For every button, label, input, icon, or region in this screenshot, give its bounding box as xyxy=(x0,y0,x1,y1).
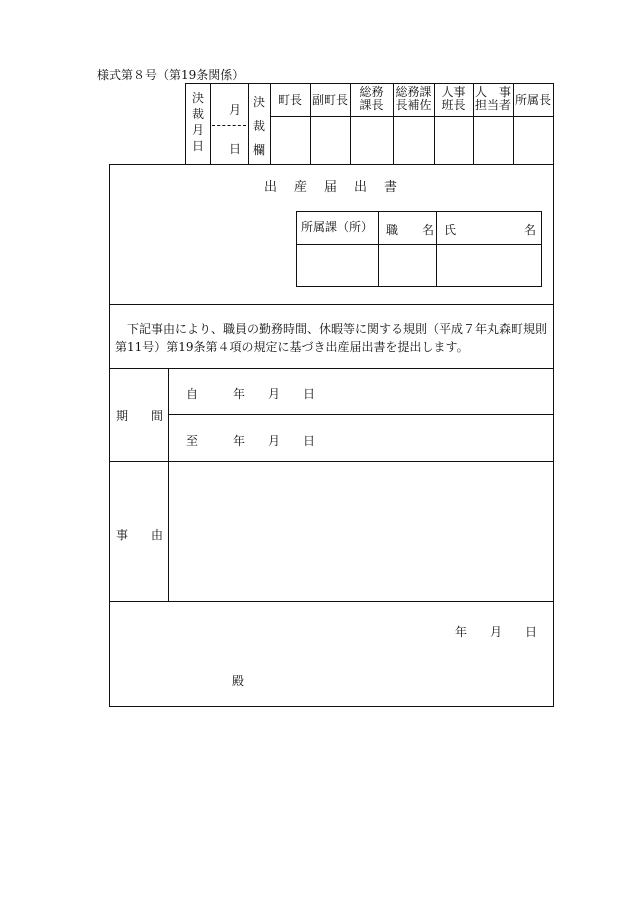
header-general-affairs-chief: 総務 課長 xyxy=(359,85,384,112)
document-title: 出 産 届 出 書 xyxy=(263,180,399,195)
header-mayor: 町長 xyxy=(277,93,302,107)
stamp-cell-hr-section-chief[interactable] xyxy=(435,117,472,163)
footer-day: 日 xyxy=(525,625,538,639)
stamp-cell-general-affairs-chief[interactable] xyxy=(351,117,392,163)
stamp-cell-hr-staff[interactable] xyxy=(474,117,512,163)
header-hr-staff: 人 事 担当者 xyxy=(474,85,511,112)
department-field[interactable] xyxy=(297,245,377,286)
name-header-first: 氏 xyxy=(444,223,457,237)
approval-stamp-label: 決 裁 欄 xyxy=(252,95,265,157)
name-field[interactable] xyxy=(437,245,541,286)
footer-year: 年 xyxy=(455,625,468,639)
approval-month-label: 月 xyxy=(228,103,241,117)
statement-text: 下記事由により、職員の勤務時間、休暇等に関する規則（平成７年丸森町規則第11号）第19条第４項の規定に基づき出産届出書を提出します。 xyxy=(115,322,548,354)
reason-label-b: 由 xyxy=(151,528,164,542)
header-department-head: 所属長 xyxy=(514,93,551,107)
period-label-a: 期 xyxy=(116,409,129,423)
position-field[interactable] xyxy=(379,245,435,286)
reason-label-a: 事 xyxy=(116,528,129,542)
approval-date-label: 決 裁 月 日 xyxy=(191,91,204,153)
stamp-cell-deputy-mayor[interactable] xyxy=(311,117,349,163)
position-header: 職 名 xyxy=(386,223,435,237)
header-hr-section-chief: 人事 班長 xyxy=(441,85,466,112)
stamp-cell-general-affairs-assistant[interactable] xyxy=(394,117,433,163)
stamp-cell-mayor[interactable] xyxy=(271,117,309,163)
header-general-affairs-assistant: 総務課 長補佐 xyxy=(395,85,432,112)
department-header: 所属課（所） xyxy=(300,220,373,234)
footer-month: 月 xyxy=(490,625,503,639)
period-label-b: 間 xyxy=(151,409,164,423)
name-header-last: 名 xyxy=(524,223,537,237)
addressee-suffix: 殿 xyxy=(232,674,245,688)
reason-field[interactable] xyxy=(169,462,553,600)
approval-day-label: 日 xyxy=(228,142,241,156)
form-number: 様式第８号（第19条関係） xyxy=(97,68,245,82)
stamp-cell-department-head[interactable] xyxy=(514,117,552,163)
header-deputy-mayor: 副町長 xyxy=(311,93,348,107)
